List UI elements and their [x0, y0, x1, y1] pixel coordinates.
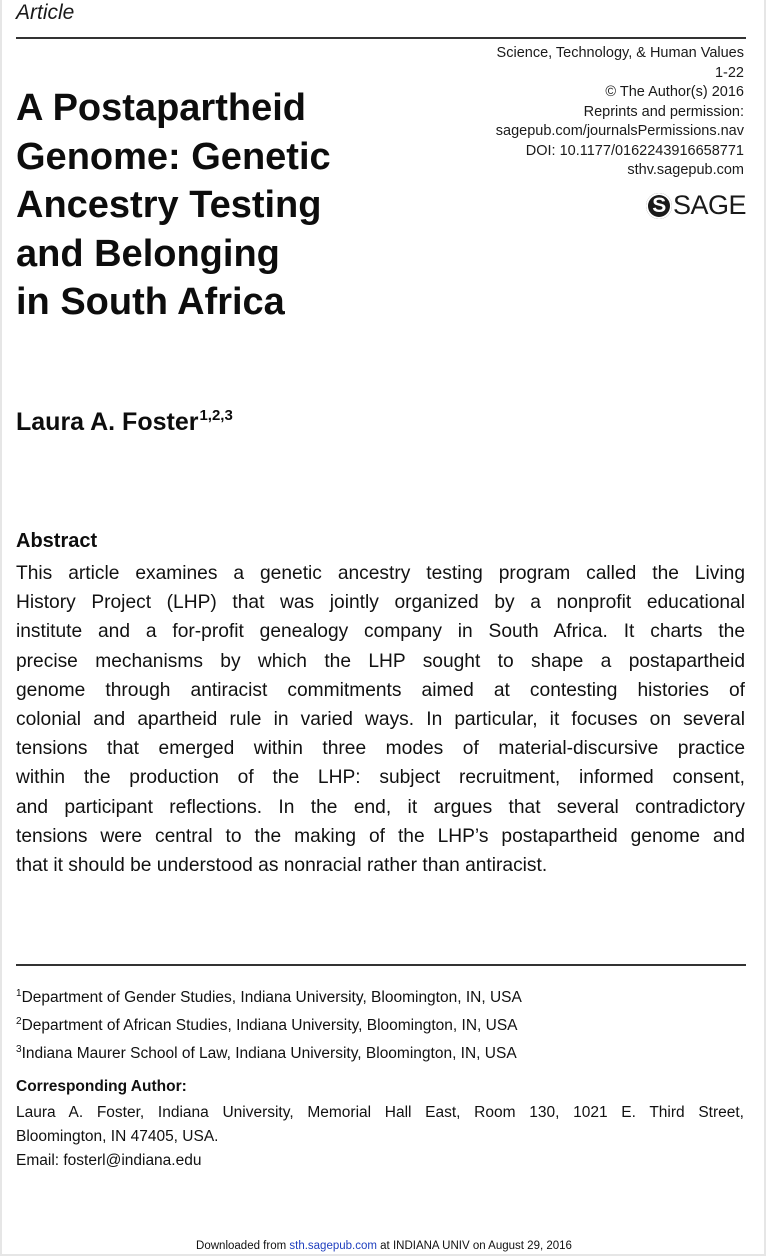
download-source-link[interactable]: sth.sagepub.com: [289, 1240, 377, 1252]
sage-logo: [646, 190, 746, 221]
affiliation-mark: 3: [16, 1044, 22, 1056]
title-line: Genome: Genetic: [16, 135, 331, 178]
title-line: Ancestry Testing: [16, 184, 322, 226]
abstract-heading: Abstract: [16, 530, 98, 552]
article-type-label: Article: [16, 1, 75, 24]
affiliation-text: Department of African Studies, Indiana University, Bloomington, IN, USA: [21, 1017, 518, 1035]
corresponding-address-line: Laura A. Foster, Indiana University, Memorial Hall East, Room 130, 1021 E. Third Street,: [16, 1104, 744, 1121]
abstract-line: History Project (LHP) that was jointly organized by a nonprofit educational: [16, 592, 745, 614]
header-rule: [16, 37, 746, 39]
journal-meta: [496, 44, 744, 181]
copyright: © The Author(s) 2016: [605, 84, 744, 100]
corresponding-author-details: [16, 1101, 744, 1174]
title-line: and Belonging: [16, 232, 280, 275]
corresponding-email[interactable]: Email: fosterl@indiana.edu: [16, 1152, 202, 1170]
permissions-link[interactable]: sagepub.com/journalsPermissions.nav: [495, 123, 744, 139]
corresponding-author-heading: Corresponding Author:: [16, 1078, 187, 1095]
sage-s-circle-icon: S: [646, 193, 672, 219]
journal-url[interactable]: sthv.sagepub.com: [627, 162, 744, 178]
affiliations: [16, 982, 522, 1067]
page-range: 1-22: [714, 64, 744, 81]
reprints-label: Reprints and permission:: [583, 103, 744, 120]
abstract-line: tensions were central to the making of the LHP’s postapartheid genome and: [16, 825, 745, 847]
download-note: [0, 1240, 768, 1252]
affiliation-text: Indiana Maurer School of Law, Indiana University, Bloomington, IN, USA: [21, 1045, 517, 1063]
title-line: in South Africa: [16, 281, 285, 323]
abstract-line: and participant reflections. In the end, it argues that several contradictory: [16, 796, 745, 818]
affiliation-item: [16, 1010, 522, 1038]
abstract-line: This article examines a genetic ancestry testing program called the Living: [16, 563, 745, 584]
abstract-line: precise mechanisms by which the LHP sought to shape a postapartheid: [16, 650, 745, 672]
abstract-line: within the production of the LHP: subject recruitment, informed consent,: [16, 767, 745, 789]
abstract-body: [16, 559, 745, 880]
affiliation-text: Department of Gender Studies, Indiana University, Bloomington, IN, USA: [21, 989, 522, 1006]
affiliation-item: [16, 1038, 522, 1066]
abstract-line: tensions that emerged within three modes of material-discursive practice: [16, 738, 745, 760]
download-suffix: at INDIANA UNIV on August 29, 2016: [376, 1240, 572, 1252]
footnote-rule: [16, 964, 746, 966]
affiliation-item: [16, 982, 522, 1010]
abstract-line: institute and a for-profit genealogy company in South Africa. It charts the: [16, 621, 745, 643]
affiliation-mark: 1: [16, 988, 22, 999]
author-byline: [16, 407, 233, 437]
sage-wordmark: SAGE: [672, 190, 746, 220]
abstract-line: genome through antiracist commitments aimed at contesting histories of: [16, 679, 745, 701]
author-affiliation-marks: 1,2,3: [199, 407, 233, 424]
article-title: [16, 84, 416, 327]
abstract-line: colonial and apartheid rule in varied ways. In particular, it focuses on several: [16, 709, 745, 731]
doi[interactable]: DOI: 10.1177/0162243916658771: [525, 142, 744, 159]
abstract-line: that it should be understood as nonracial rather than antiracist.: [16, 855, 548, 877]
affiliation-mark: 2: [16, 1016, 22, 1028]
title-line: A Postapartheid: [16, 87, 306, 129]
download-prefix: Downloaded from: [196, 1240, 290, 1252]
corresponding-address-line: Bloomington, IN 47405, USA.: [16, 1128, 219, 1146]
author-name: Laura A. Foster: [16, 408, 199, 436]
journal-name: Science, Technology, & Human Values: [496, 45, 744, 61]
